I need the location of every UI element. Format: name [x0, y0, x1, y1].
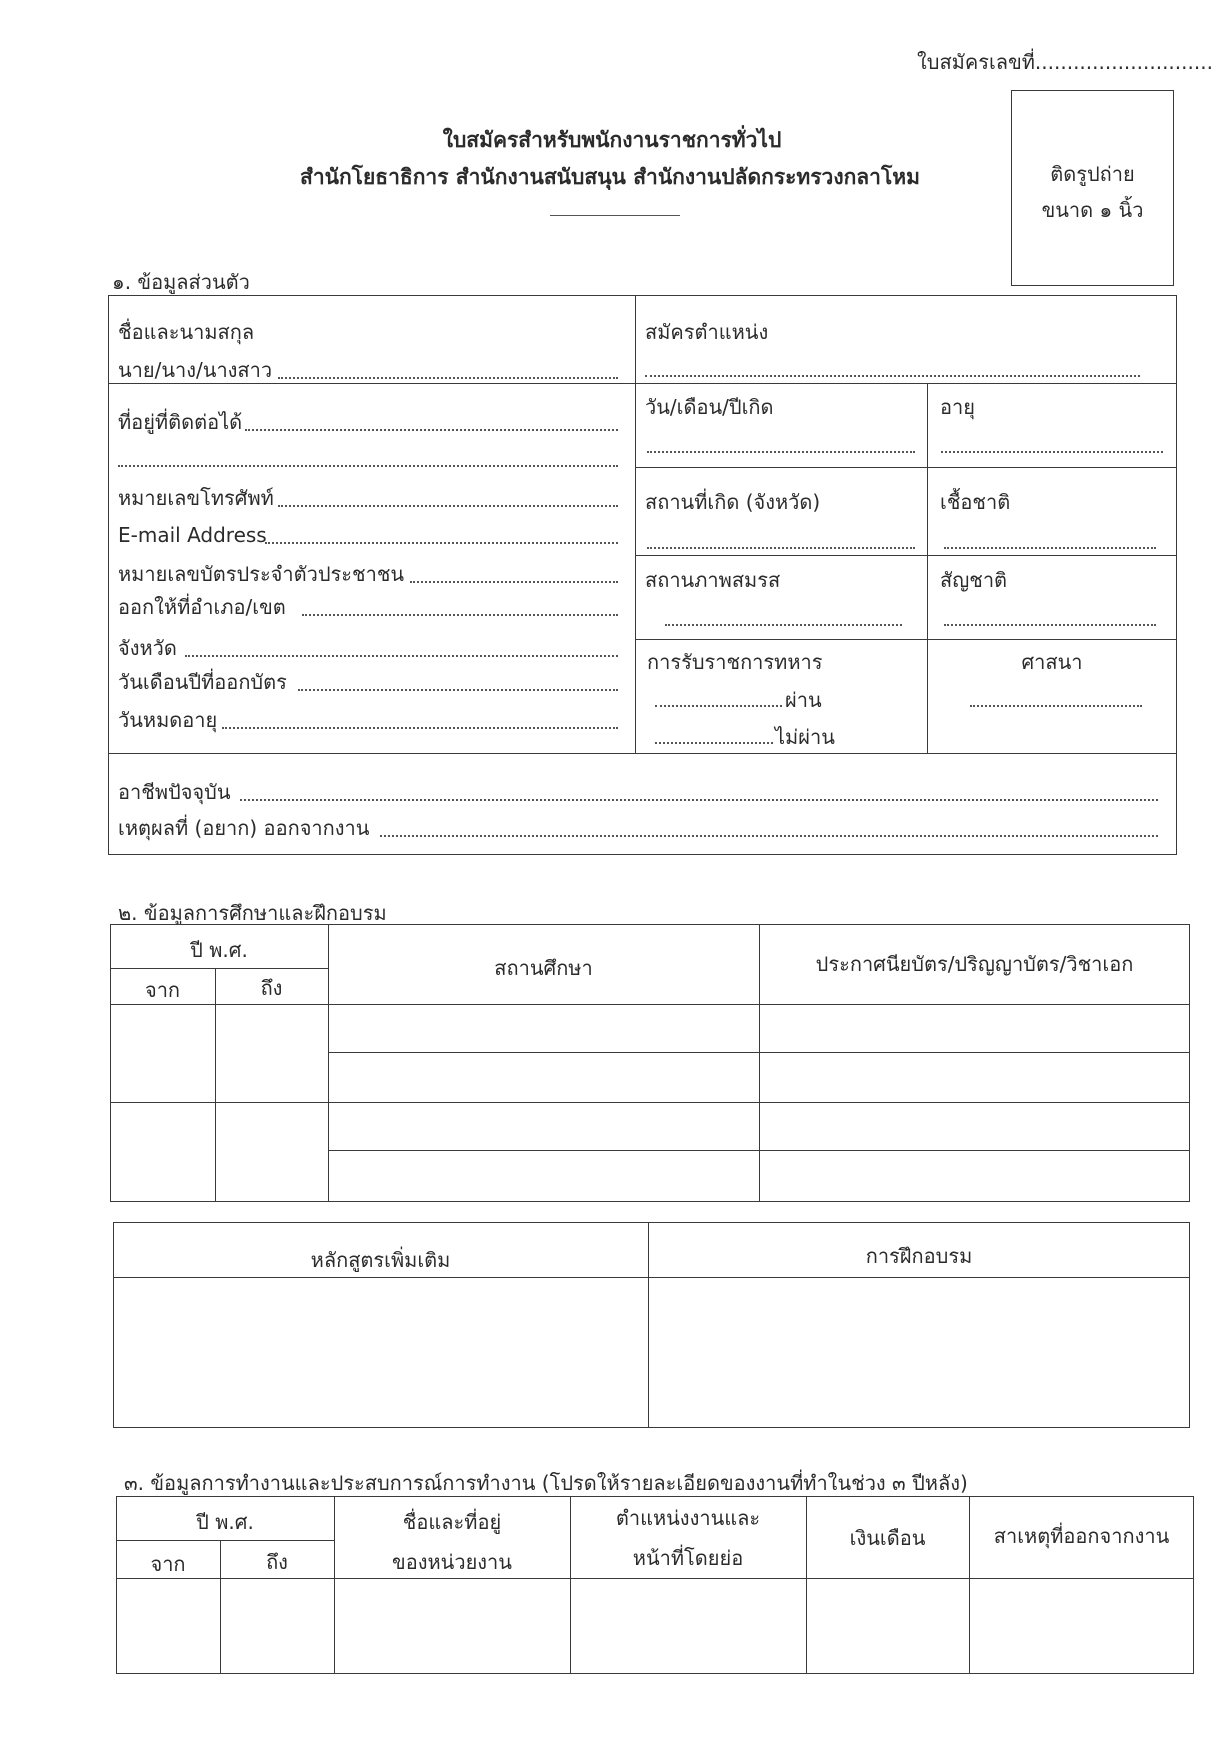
phone-label: หมายเลขโทรศัพท์	[118, 486, 274, 510]
divider	[635, 555, 1177, 556]
divider	[635, 295, 636, 753]
divider	[110, 1004, 1190, 1005]
age-field[interactable]	[941, 451, 1163, 453]
org-header-line1: ชื่อและที่อยู่	[402, 1510, 502, 1534]
divider	[635, 639, 1177, 640]
work-from-header: จาก	[150, 1552, 186, 1576]
institution-header: สถานศึกษา	[494, 956, 593, 980]
divider	[116, 1540, 334, 1541]
divider	[108, 383, 1177, 384]
occupation-label: อาชีพปัจจุบัน	[118, 780, 231, 804]
photo-box	[1011, 90, 1174, 286]
race-field[interactable]	[944, 547, 1156, 549]
position-header-line2: หน้าที่โดยย่อ	[632, 1546, 744, 1570]
issued-at-field[interactable]	[302, 614, 618, 616]
section1-heading: ๑. ข้อมูลส่วนตัว	[112, 270, 250, 294]
id-card-label: หมายเลขบัตรประจำตัวประชาชน	[118, 562, 405, 586]
military-not-passed-field[interactable]	[655, 742, 773, 744]
position-field[interactable]	[645, 375, 1140, 377]
nationality-field[interactable]	[944, 624, 1156, 626]
name-field[interactable]	[278, 377, 618, 379]
edu-from-header: จาก	[144, 978, 181, 1002]
military-label: การรับราชการทหาร	[647, 650, 823, 674]
application-number: ใบสมัครเลขที่............................	[917, 50, 1213, 74]
marital-status-field[interactable]	[665, 624, 902, 626]
divider	[969, 1496, 970, 1674]
work-to-header: ถึง	[266, 1550, 288, 1574]
edu-to-header: ถึง	[260, 976, 283, 1000]
military-passed: ผ่าน	[785, 688, 822, 712]
expiry-label: วันหมดอายุ	[118, 708, 218, 732]
age-label: อายุ	[940, 395, 975, 419]
divider	[116, 1578, 1194, 1579]
photo-label: ติดรูปถ่าย	[1050, 162, 1135, 186]
address-field[interactable]	[245, 429, 618, 431]
org-header-line2: ของหน่วยงาน	[392, 1550, 512, 1574]
extra-course-header: หลักสูตรเพิ่มเติม	[310, 1248, 451, 1272]
divider	[108, 753, 1177, 754]
divider	[110, 1102, 1190, 1103]
occupation-field[interactable]	[240, 799, 1158, 801]
email-label: E-mail Address	[118, 523, 267, 547]
issue-date-field[interactable]	[298, 689, 618, 691]
birthdate-label: วัน/เดือน/ปีเกิด	[645, 395, 774, 419]
religion-label: ศาสนา	[1021, 650, 1083, 674]
salary-header: เงินเดือน	[849, 1526, 926, 1550]
issue-date-label: วันเดือนปีที่ออกบัตร	[118, 670, 287, 694]
photo-size-label: ขนาด ๑ นิ้ว	[1041, 198, 1144, 222]
nationality-label: สัญชาติ	[940, 568, 1008, 592]
address-label: ที่อยู่ที่ติดต่อได้	[118, 410, 243, 434]
divider	[927, 383, 928, 753]
work-year-header: ปี พ.ศ.	[196, 1510, 254, 1534]
id-card-field[interactable]	[410, 581, 618, 583]
birthplace-field[interactable]	[647, 547, 915, 549]
section2-heading: ๒. ข้อมูลการศึกษาและฝึกอบรม	[118, 901, 387, 925]
reason-label: เหตุผลที่ (อยาก) ออกจากงาน	[118, 816, 370, 840]
leave-reason-header: สาเหตุที่ออกจากงาน	[993, 1524, 1170, 1548]
section3-heading: ๓. ข้อมูลการทำงานและประสบการณ์การทำงาน (โปรดให้รายละเอียดของงานที่ทำในช่วง ๓ ปีหลัง)	[124, 1471, 968, 1495]
birthplace-label: สถานที่เกิด (จังหวัด)	[645, 490, 821, 514]
position-header-line1: ตำแหน่งงานและ	[615, 1506, 761, 1530]
divider	[806, 1496, 807, 1674]
phone-field[interactable]	[278, 505, 618, 507]
form-title: ใบสมัครสำหรับพนักงานราชการทั่วไป	[442, 128, 782, 152]
divider	[110, 968, 328, 969]
issued-at-label: ออกให้ที่อำเภอ/เขต	[118, 595, 286, 619]
email-field[interactable]	[265, 542, 618, 544]
military-not-passed: ไม่ผ่าน	[775, 725, 835, 749]
divider	[635, 467, 1177, 468]
race-label: เชื้อชาติ	[940, 490, 1011, 514]
marital-status-label: สถานภาพสมรส	[645, 568, 781, 592]
divider	[328, 1052, 1190, 1053]
military-passed-field[interactable]	[655, 705, 782, 707]
position-label: สมัครตำแหน่ง	[645, 320, 769, 344]
expiry-field[interactable]	[222, 727, 618, 729]
reason-field[interactable]	[380, 835, 1158, 837]
form-subtitle: สำนักโยธาธิการ สำนักงานสนับสนุน สำนักงานปลัดกระทรวงกลาโหม	[300, 165, 920, 189]
name-label: ชื่อและนามสกุล	[118, 320, 255, 344]
divider	[113, 1277, 1190, 1278]
edu-year-header: ปี พ.ศ.	[190, 938, 248, 962]
name-prefix: นาย/นาง/นางสาว	[118, 358, 273, 382]
divider	[328, 1150, 1190, 1151]
training-header: การฝึกอบรม	[865, 1244, 973, 1268]
province-label: จังหวัด	[118, 636, 177, 660]
province-field[interactable]	[185, 655, 618, 657]
title-underline	[550, 215, 680, 216]
birthdate-field[interactable]	[647, 451, 915, 453]
degree-header: ประกาศนียบัตร/ปริญญาบัตร/วิชาเอก	[815, 952, 1134, 976]
address-field-line2[interactable]	[118, 465, 618, 467]
religion-field[interactable]	[970, 705, 1142, 707]
